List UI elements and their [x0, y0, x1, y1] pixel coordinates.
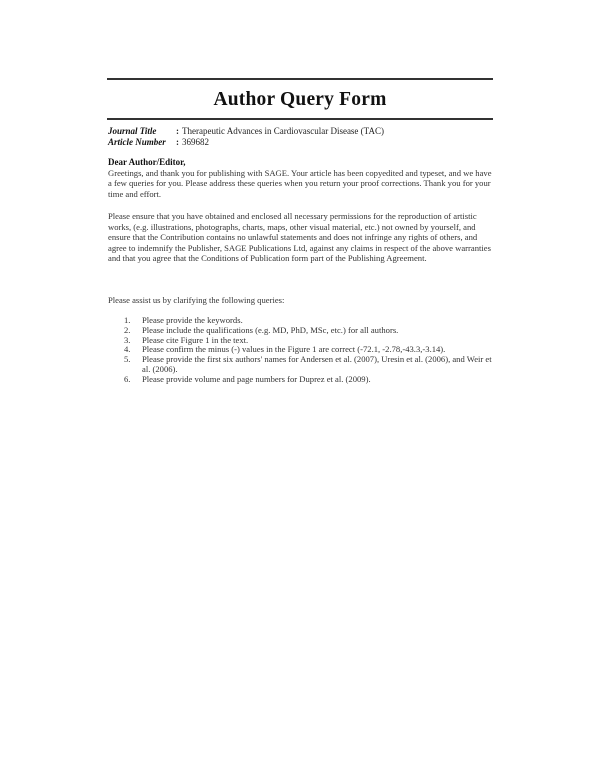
- query-text: Please provide volume and page numbers for Duprez et al. (2009).: [142, 373, 371, 384]
- queries-intro: Please assist us by clarifying the following queries:: [108, 295, 285, 305]
- query-text: Please confirm the minus (-) values in the Figure 1 are correct (-72.1, -2.78,-43.3,-3.14).: [142, 344, 446, 355]
- article-meta: [108, 126, 384, 147]
- article-row: [108, 137, 384, 148]
- greeting-block: [108, 157, 492, 199]
- query-number: 2.: [124, 324, 131, 335]
- query-item: [124, 375, 494, 385]
- journal-row: [108, 126, 384, 137]
- query-text: Please provide the first six authors' names for Andersen et al. (2007), Uresin et al. (2006), and Weir et al. (2006).: [142, 354, 492, 374]
- top-rule: [107, 78, 493, 80]
- journal-label: Journal Title: [108, 126, 157, 136]
- journal-value: Therapeutic Advances in Cardiovascular Disease (TAC): [182, 126, 384, 136]
- journal-colon: :: [176, 126, 179, 136]
- salutation: Dear Author/Editor,: [108, 157, 186, 167]
- query-number: 3.: [124, 334, 131, 345]
- query-text: Please provide the keywords.: [142, 315, 243, 325]
- query-list: [124, 316, 494, 385]
- article-colon: :: [176, 136, 179, 147]
- article-label: Article Number: [108, 136, 166, 147]
- query-number: 1.: [124, 315, 131, 325]
- query-text: Please include the qualifications (e.g. MD, PhD, MSc, etc.) for all authors.: [142, 324, 399, 335]
- page-title: Author Query Form: [213, 89, 387, 110]
- permissions-paragraph: Please ensure that you have obtained and enclosed all necessary permissions for the reproduction of artistic works, (e.g. illustrations, photographs, charts, maps, other visual material, etc.) not owned by yourself, and ensure that the Contribution contains no unlawful statements and does not infringe any rights of others, and agree to indemnify the Publisher, SAGE Publications Ltd, against any claims in respect of the above warranties and that you agree that the Conditions of Publication form part of the Publishing Agreement.: [108, 211, 491, 264]
- greeting-paragraph: Greetings, and thank you for publishing with SAGE. Your article has been copyedited and typeset, and we have a few queries for you. Please address these queries when you return your proof corrections. Thank you for your time and effort.: [108, 167, 492, 199]
- article-value: 369682: [182, 136, 209, 147]
- bottom-rule: [107, 118, 493, 120]
- query-item: [124, 355, 494, 375]
- query-number: 4.: [124, 344, 131, 355]
- query-number: 6.: [124, 373, 131, 384]
- query-text: Please cite Figure 1 in the text.: [142, 334, 249, 345]
- query-number: 5.: [124, 354, 131, 365]
